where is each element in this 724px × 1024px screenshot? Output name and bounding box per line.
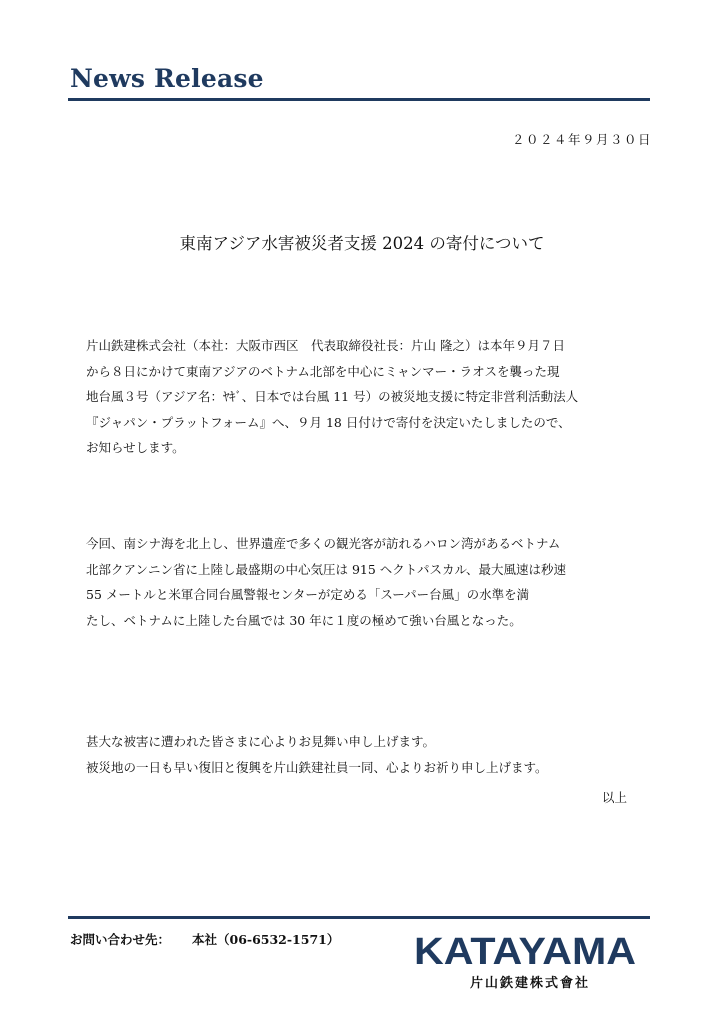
paragraph-line: 被災地の一日も早い復旧と復興を片山鉄建社員一同、心よりお祈り申し上げます。 [86, 759, 548, 775]
logo-wordmark: KATAYAMA [414, 931, 636, 973]
paragraph-line: 地台風３号（アジア名：ﾔｷﾞ、日本では台風 11 号）の被災地支援に特定非営利活動法人 [86, 389, 579, 404]
paragraph-line: 甚大な被害に遭われた皆さまに心よりお見舞い申し上げます。 [86, 734, 436, 749]
logo-company-name: 片山鉄建株式會社 [470, 976, 591, 991]
header-divider [68, 98, 650, 101]
paragraph-line: お知らせします。 [86, 440, 185, 455]
contact-label: お問い合わせ先： [70, 932, 171, 947]
paragraph-line: たし、ベトナムに上陸した台風では 30 年に１度の極めて強い台風となった。 [86, 612, 522, 628]
paragraph-line: 『ジャパン・プラットフォーム』へ、９月 18 日付けで寄付を決定いたしましたので、 [86, 414, 571, 430]
release-date: ２０２４年９月３０日 [511, 132, 652, 147]
paragraph-line: 55 メートルと米軍合同台風警報センターが定める「スーパー台風」の水準を満 [86, 587, 530, 602]
footer-divider [68, 916, 650, 919]
closing-mark: 以上 [601, 790, 627, 805]
contact-phone: 本社（06-6532-1571） [192, 932, 340, 947]
paragraph-line: 今回、南シナ海を北上し、世界遺産で多くの観光客が訪れるハロン湾があるベトナム [86, 536, 561, 551]
paragraph-line: 北部クアンニン省に上陸し最盛期の中心気圧は 915 ヘクトパスカル、最大風速は秒速 [86, 561, 567, 577]
paragraph-line: 片山鉄建株式会社（本社：大阪市西区 代表取締役社長：片山 隆之）は本年９月７日 [86, 338, 565, 353]
paragraph-line: から８日にかけて東南アジアのベトナム北部を中心にミャンマー・ラオスを襲った現 [86, 363, 560, 379]
paragraph-condolences [86, 729, 646, 780]
news-release-title: News Release [70, 64, 264, 93]
paragraph-announcement [86, 333, 646, 461]
document-title: 東南アジア水害被災者支援 2024 の寄付について [179, 234, 545, 253]
paragraph-typhoon-details [86, 531, 646, 633]
